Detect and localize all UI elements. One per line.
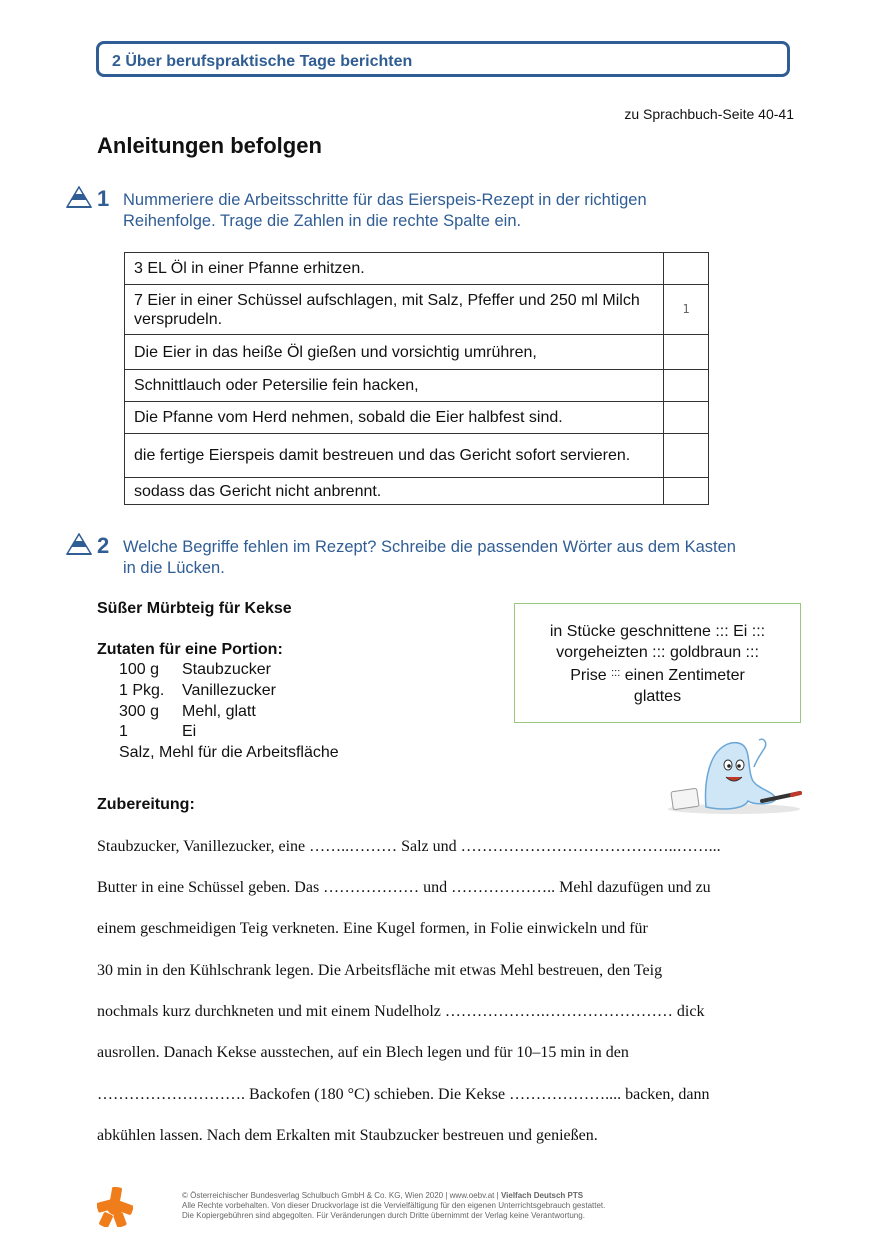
preparation-line: 30 min in den Kühlschrank legen. Die Arbeitsfläche mit etwas Mehl bestreuen, den Teig xyxy=(97,962,663,979)
footer-copyright: © Österreichischer Bundesverlag Schulbuch GmbH & Co. KG, Wien 2020 | www.oebv.at | Vielfach Deutsch PTS Alle Rechte vorbehalten. Von dieser Druckvorlage ist die Vervielfältigung für den eigenen Unterrichtsgebrauch gestattet. Die Kopiergebühren sind abgegolten. Für Veränderungen durch Dritte übernimmt der Verlag keine Verantwortung. xyxy=(182,1191,606,1220)
step-number-cell[interactable] xyxy=(664,434,709,478)
step-number-cell[interactable] xyxy=(664,478,709,505)
ingredient-extra: Salz, Mehl für die Arbeitsfläche xyxy=(119,744,339,761)
steps-table xyxy=(124,252,709,505)
table-row xyxy=(125,434,709,478)
preparation-line: Staubzucker, Vanillezucker, eine ……..……… Salz und …………………………………..……... xyxy=(97,838,721,855)
step-text: sodass das Gericht nicht anbrennt. xyxy=(125,478,664,505)
task-number-1: 1 xyxy=(97,186,110,211)
word-box-line: glattes xyxy=(633,688,682,705)
step-number-cell[interactable] xyxy=(664,402,709,434)
word-box xyxy=(514,603,801,723)
step-text: Die Pfanne vom Herd nehmen, sobald die Eier halbfest sind. xyxy=(125,402,664,434)
step-number-cell[interactable]: 1 xyxy=(664,285,709,335)
preparation-line: abkühlen lassen. Nach dem Erkalten mit Staubzucker bestreuen und genießen. xyxy=(97,1127,598,1144)
word-box-line: in Stücke geschnittene ::: Ei ::: xyxy=(549,623,766,640)
publisher-logo-icon xyxy=(97,1187,133,1227)
step-text: 7 Eier in einer Schüssel aufschlagen, mit Salz, Pfeffer und 250 ml Milch versprudeln. xyxy=(125,285,664,335)
chapter-header xyxy=(96,41,790,77)
difficulty-pyramid-icon xyxy=(66,186,92,208)
ingredient-row: 100 g Staubzucker xyxy=(119,661,271,678)
preparation-line: Butter in eine Schüssel geben. Das ……………… und ……………….. Mehl dazufügen und zu xyxy=(97,879,711,896)
table-row xyxy=(125,285,709,335)
ingredient-row: 1 Pkg. Vanillezucker xyxy=(119,682,276,699)
step-text: Schnittlauch oder Petersilie fein hacken, xyxy=(125,370,664,402)
table-row xyxy=(125,402,709,434)
step-text: 3 EL Öl in einer Pfanne erhitzen. xyxy=(125,253,664,285)
table-row xyxy=(125,478,709,505)
table-row xyxy=(125,370,709,402)
preparation-line: ausrollen. Danach Kekse ausstechen, auf ein Blech legen und für 10–15 min in den xyxy=(97,1044,629,1061)
ingredient-row: 300 g Mehl, glatt xyxy=(119,703,256,720)
task-number-2: 2 xyxy=(97,533,110,558)
step-number-cell[interactable] xyxy=(664,335,709,370)
ingredient-row: 1 Ei xyxy=(119,723,197,740)
table-row xyxy=(125,335,709,370)
page-title: Anleitungen befolgen xyxy=(97,133,322,158)
preparation-line: einem geschmeidigen Teig verkneten. Eine Kugel formen, in Folie einwickeln und für xyxy=(97,920,648,937)
step-number-cell[interactable] xyxy=(664,253,709,285)
step-text: die fertige Eierspeis damit bestreuen und das Gericht sofort servieren. xyxy=(125,434,664,478)
mascot-illustration xyxy=(664,735,804,815)
textbook-reference: zu Sprachbuch-Seite 40-41 xyxy=(624,106,794,122)
table-row xyxy=(125,253,709,285)
preparation-line: nochmals kurz durchkneten und mit einem Nudelholz ……………….…………………… dick xyxy=(97,1003,705,1020)
preparation-line: ………………………. Backofen (180 °C) schieben. Die Kekse ……………….... backen, dann xyxy=(97,1086,710,1103)
word-box-line: Prise ::: einen Zentimeter xyxy=(570,667,745,684)
recipe-title: Süßer Mürbteig für Kekse xyxy=(97,600,292,617)
task-1-instruction: Nummeriere die Arbeitsschritte für das Eierspeis-Rezept in der richtigen Reihenfolge. Trage die Zahlen in die rechte Spalte ein. xyxy=(123,191,647,230)
difficulty-pyramid-icon xyxy=(66,533,92,555)
step-text: Die Eier in das heiße Öl gießen und vorsichtig umrühren, xyxy=(125,335,664,370)
step-number-cell[interactable] xyxy=(664,370,709,402)
chapter-title: 2 Über berufspraktische Tage berichten xyxy=(112,53,413,70)
preparation-title: Zubereitung: xyxy=(97,796,195,813)
word-box-line: vorgeheizten ::: goldbraun ::: xyxy=(556,644,759,661)
task-2-instruction: Welche Begriffe fehlen im Rezept? Schreibe die passenden Wörter aus dem Kasten in die Lücken. xyxy=(123,538,736,577)
ingredients-title: Zutaten für eine Portion: xyxy=(97,641,283,658)
